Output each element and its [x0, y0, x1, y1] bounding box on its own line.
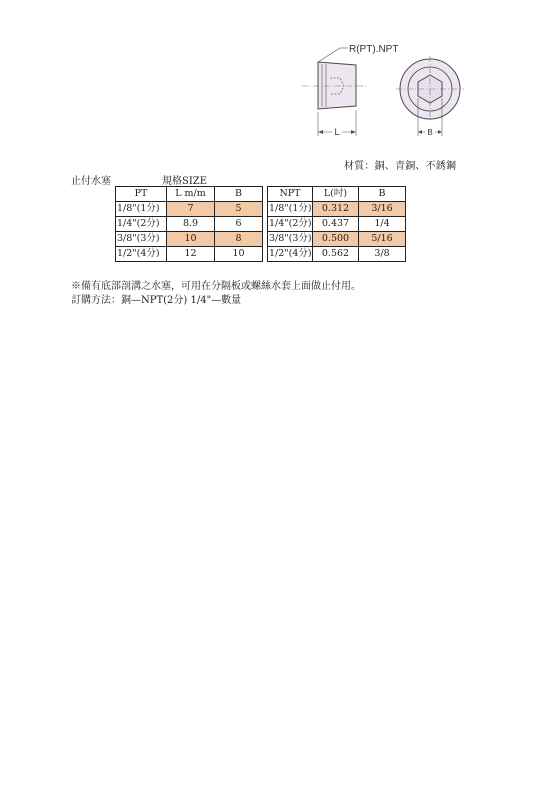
cell-npt: 1/4"(2分)	[268, 217, 313, 232]
thread-label: R(PT).NPT	[349, 44, 399, 55]
cell-l-inch: 0.312	[313, 202, 359, 217]
cell-pt: 1/8"(1分)	[116, 202, 167, 217]
cell-b-mm: 5	[215, 202, 263, 217]
cell-pt: 1/4"(2分)	[116, 217, 167, 232]
header-b-mm: B	[215, 187, 263, 202]
cell-b-inch: 5/16	[359, 232, 406, 247]
cell-b-mm: 10	[215, 247, 263, 262]
cell-l-mm: 7	[167, 202, 215, 217]
dim-b-label: B	[427, 128, 433, 137]
cell-b-mm: 8	[215, 232, 263, 247]
cell-l-mm: 10	[167, 232, 215, 247]
cell-b-mm: 6	[215, 217, 263, 232]
table-row	[116, 217, 406, 232]
table-header-row	[116, 187, 406, 202]
header-pt: PT	[116, 187, 167, 202]
size-title: 規格SIZE	[162, 176, 208, 187]
section-title: 止付水塞	[71, 176, 111, 187]
cell-l-mm: 8.9	[167, 217, 215, 232]
cell-npt: 1/2"(4分)	[268, 247, 313, 262]
cell-l-inch: 0.562	[313, 247, 359, 262]
cell-l-inch: 0.500	[313, 232, 359, 247]
cell-l-mm: 12	[167, 247, 215, 262]
note-line-1: ※備有底部剖溝之水塞，可用在分隔板或螺絲水套上面做止付用。	[71, 281, 361, 292]
plug-drawing	[296, 28, 486, 146]
plug-drawing-svg	[296, 28, 486, 146]
cell-b-inch: 1/4	[359, 217, 406, 232]
cell-b-inch: 3/8	[359, 247, 406, 262]
table-row	[116, 202, 406, 217]
header-l-inch: L(吋)	[313, 187, 359, 202]
cell-pt: 1/2"(4分)	[116, 247, 167, 262]
cell-b-inch: 3/16	[359, 202, 406, 217]
cell-pt: 3/8"(3分)	[116, 232, 167, 247]
dim-l-label: L	[334, 127, 340, 137]
side-view	[302, 44, 398, 137]
header-npt: NPT	[268, 187, 313, 202]
front-view	[396, 56, 464, 137]
cell-npt: 3/8"(3分)	[268, 232, 313, 247]
cell-npt: 1/8"(1分)	[268, 202, 313, 217]
header-l-mm: L m/m	[167, 187, 215, 202]
header-b-inch: B	[359, 187, 406, 202]
material-text: 材質：銅、青銅、不銹鋼	[344, 161, 457, 172]
order-method: 訂購方法：銅—NPT(2分) 1/4"—數量	[71, 295, 242, 306]
spec-table	[115, 186, 406, 262]
table-row	[116, 247, 406, 262]
cell-l-inch: 0.437	[313, 217, 359, 232]
table-row	[116, 232, 406, 247]
